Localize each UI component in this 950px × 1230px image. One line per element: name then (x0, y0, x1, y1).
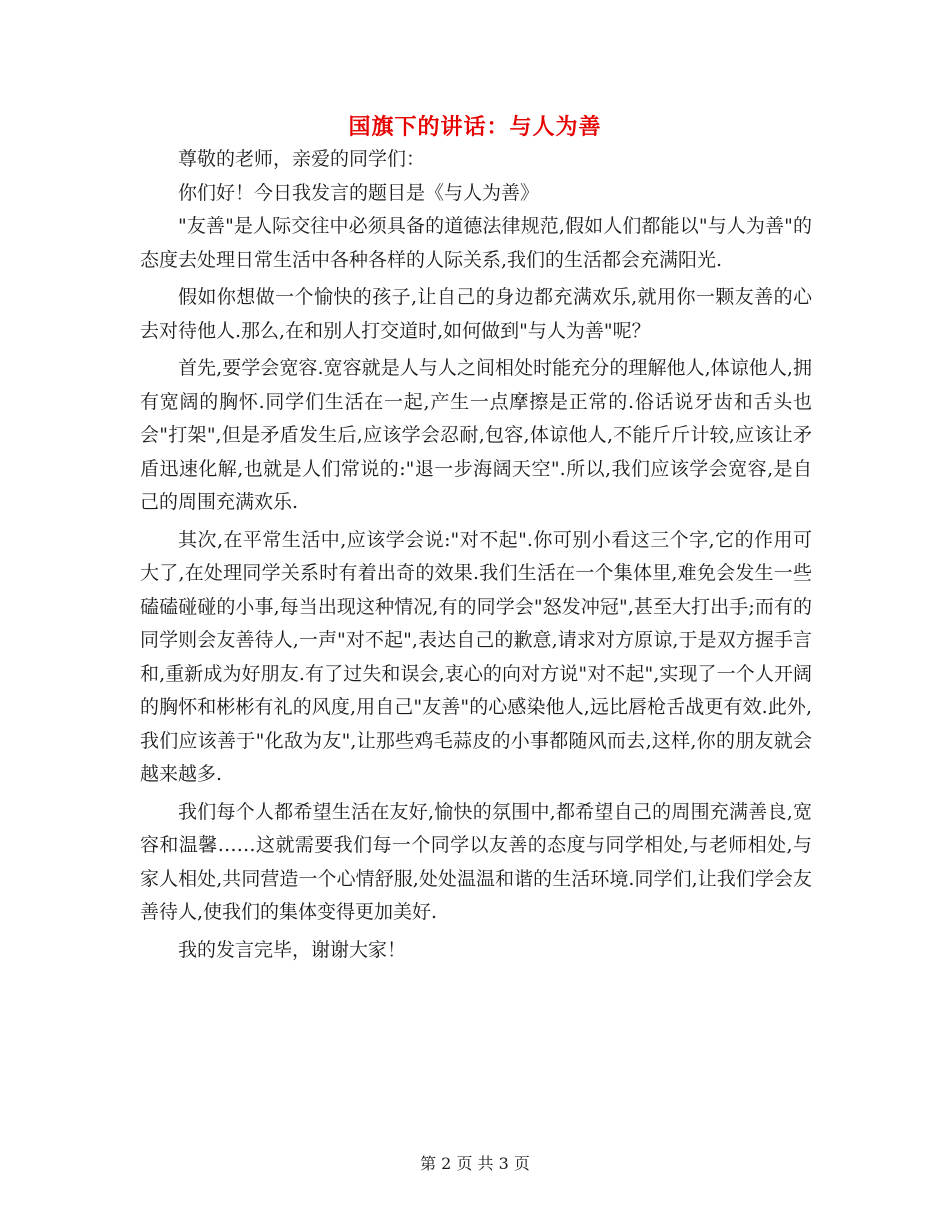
paragraph-apology: 其次,在平常生活中,应该学会说:"对不起".你可别小看这三个字,它的作用可大了,在处理同学关系时有着出奇的效果.我们生活在一个集体里,难免会发生一些磕磕碰碰的小事,每当出现这种情况,有的同学会"怒发冲冠",甚至大打出手;而有的同学则会友善待人,一声"对不起",表达自己的歉意,请求对方原谅,于是双方握手言和,重新成为好朋友.有了过失和误会,衷心的向对方说"对不起",实现了一个人开阔的胸怀和彬彬有礼的风度,用自己"友善"的心感染他人,远比唇枪舌战更有效.此外,我们应该善于"化敌为友",让那些鸡毛蒜皮的小事都随风而去,这样,你的朋友就会越来越多. (140, 528, 812, 785)
paragraph-friendliness: "友善"是人际交往中必须具备的道德法律规范,假如人们都能以"与人为善"的态度去处理日常生活中各种各样的人际关系,我们的生活都会充满阳光. (140, 215, 812, 271)
closing-remark: 我的发言完毕，谢谢大家！ (178, 938, 407, 961)
paragraph-harmony: 我们每个人都希望生活在友好,愉快的氛围中,都希望自己的周围充满善良,宽容和温馨……这就需要我们每一个同学以友善的态度与同学相处,与老师相处,与家人相处,共同营造一个心情舒服,处处温温和谐的生活环境.同学们,让我们学会友善待人,使我们的集体变得更加美好. (140, 800, 812, 923)
document-body (140, 143, 812, 967)
paragraph-happy-child: 假如你想做一个愉快的孩子,让自己的身边都充满欢乐,就用你一颗友善的心去对待他人.那么,在和别人打交道时,如何做到"与人为善"呢？ (140, 286, 812, 342)
salutation: 尊敬的老师，亲爱的同学们： (178, 148, 426, 170)
page-footer: 第 2 页 共 3 页 (420, 1154, 530, 1173)
paragraph-tolerance: 首先,要学会宽容.宽容就是人与人之间相处时能充分的理解他人,体谅他人,拥有宽阔的胸怀.同学们生活在一起,产生一点摩擦是正常的.俗话说牙齿和舌头也会"打架",但是矛盾发生后,应该学会忍耐,包容,体谅他人,不能斤斤计较,应该让矛盾迅速化解,也就是人们常说的:"退一步海阔天空".所以,我们应该学会宽容,是自己的周围充满欢乐. (140, 357, 812, 513)
document-title: 国旗下的讲话：与人为善 (348, 114, 602, 140)
greeting: 你们好！今日我发言的题目是《与人为善》 (178, 181, 540, 204)
